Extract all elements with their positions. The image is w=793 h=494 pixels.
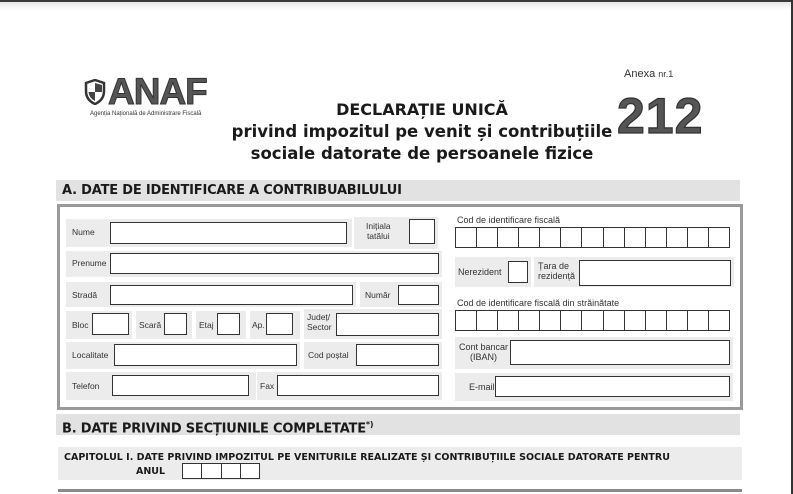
numar-input[interactable] bbox=[398, 285, 439, 305]
title-line-2: privind impozitul pe venit și contribuțiile bbox=[231, 122, 613, 141]
etaj-label: Etaj bbox=[199, 320, 214, 330]
title-line-3: sociale datorate de persoanele fizice bbox=[250, 144, 594, 163]
bloc-input[interactable] bbox=[92, 313, 129, 335]
fax-label: Fax bbox=[260, 381, 275, 391]
tara-rezidenta-input[interactable] bbox=[579, 260, 731, 286]
email-input[interactable] bbox=[495, 376, 730, 397]
prenume-input[interactable] bbox=[110, 253, 439, 274]
telefon-label: Telefon bbox=[72, 381, 100, 391]
bloc-label: Bloc bbox=[72, 320, 89, 330]
cod-postal-label: Cod poștal bbox=[308, 350, 349, 360]
judet-sector-input[interactable] bbox=[336, 313, 439, 336]
anul-label: ANUL bbox=[136, 466, 166, 477]
chapter-1-block bbox=[58, 447, 742, 480]
chapter-1-title: CAPITOLUL I. DATE PRIVIND IMPOZITUL PE VENITURILE REALIZATE ȘI CONTRIBUȚIILE SOCIALE DATORATE PENTRU bbox=[64, 452, 670, 463]
initiala-label: Inițiala tatălui bbox=[366, 221, 391, 241]
localitate-input[interactable] bbox=[114, 344, 297, 366]
judet-sector-label: Județ/ Sector bbox=[307, 312, 332, 332]
initiala-tatalui-input[interactable] bbox=[409, 219, 435, 244]
section-divider bbox=[58, 489, 742, 492]
section-a-heading: A. DATE DE IDENTIFICARE A CONTRIBUABILULUI bbox=[56, 180, 740, 201]
title-line-1: DECLARAȚIE UNICĂ bbox=[336, 100, 508, 119]
telefon-input[interactable] bbox=[112, 375, 249, 396]
prenume-label: Prenume bbox=[72, 258, 107, 268]
page-title bbox=[222, 99, 622, 165]
cod-postal-input[interactable] bbox=[356, 344, 439, 366]
cont-bancar-label: Cont bancar (IBAN) bbox=[459, 342, 509, 362]
section-a-form bbox=[57, 204, 743, 410]
iban-input[interactable] bbox=[510, 340, 730, 365]
logo-wordmark: ANAF bbox=[108, 71, 207, 112]
nerezident-checkbox[interactable] bbox=[508, 261, 528, 283]
anul-input-grid[interactable] bbox=[182, 463, 260, 479]
ap-label: Ap. bbox=[252, 320, 265, 330]
nerezident-label: Nerezident bbox=[458, 267, 502, 277]
localitate-label: Localitate bbox=[72, 350, 109, 360]
cif-strainatate-input-grid[interactable] bbox=[455, 310, 730, 331]
ap-input[interactable] bbox=[266, 313, 293, 335]
section-b-heading: B. DATE PRIVIND SECȚIUNILE COMPLETATE*) bbox=[56, 414, 740, 435]
anaf-logo bbox=[84, 71, 244, 122]
email-label: E-mail bbox=[469, 382, 495, 392]
nume-input[interactable] bbox=[110, 222, 347, 244]
logo-subtitle: Agenția Națională de Administrare Fiscală bbox=[90, 111, 202, 117]
form-number: 212 bbox=[617, 88, 704, 144]
scara-input[interactable] bbox=[164, 313, 187, 335]
tara-rezidenta-label: Țara de rezidență bbox=[538, 261, 576, 281]
cif-label: Cod de identificare fiscală bbox=[457, 215, 561, 225]
nume-label: Nume bbox=[72, 227, 95, 237]
fax-input[interactable] bbox=[277, 375, 439, 396]
window-top-shadow bbox=[0, 2, 793, 10]
anexa-label: Anexa nr.1 bbox=[624, 68, 674, 80]
cif-input-grid[interactable] bbox=[455, 227, 730, 248]
shield-icon bbox=[84, 79, 106, 105]
scara-label: Scară bbox=[139, 320, 162, 330]
cif-strainatate-label: Cod de identificare fiscală din străinătate bbox=[457, 298, 620, 308]
strada-input[interactable] bbox=[110, 285, 353, 305]
etaj-input[interactable] bbox=[217, 313, 240, 335]
strada-label: Stradă bbox=[72, 290, 98, 300]
numar-label: Număr bbox=[365, 290, 391, 300]
